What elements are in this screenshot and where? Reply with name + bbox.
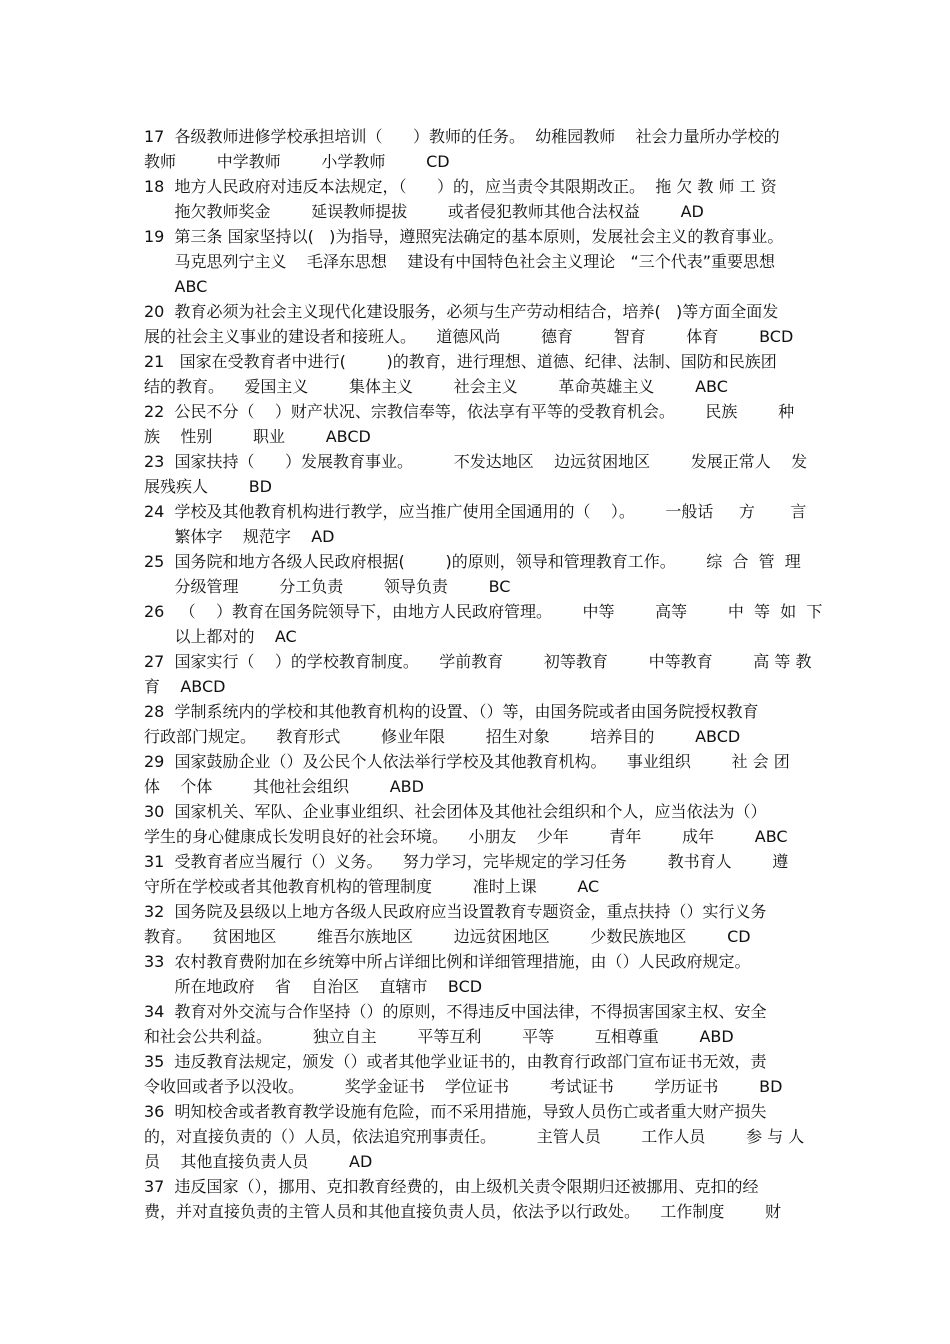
text-line: 35 违反教育法规定，颁发（）或者其他学业证书的，由教育行政部门宣布证书无效，责 [144, 1052, 767, 1071]
text-line: 分级管理 分工负责 领导负责 BC [144, 577, 511, 596]
text-line: ABC [144, 277, 208, 296]
text-line: 24 学校及其他教育机构进行教学，应当推广使用全国通用的（ ）。 一般话 方 言 [144, 502, 807, 521]
text-line: 展残疾人 BD [144, 477, 272, 496]
text-line: 教师 中学教师 小学教师 CD [144, 152, 450, 171]
question-list [144, 124, 823, 1249]
text-line: 和社会公共利益。 独立自主 平等互利 平等 互相尊重 ABD [144, 1027, 734, 1046]
text-line: 29 国家鼓励企业（）及公民个人依法举行学校及其他教育机构。 事业组织 社 会 团 [144, 752, 790, 771]
text-line: 31 受教育者应当履行（）义务。 努力学习，完毕规定的学习任务 教书育人 遵 [144, 852, 789, 871]
text-line: 以上都对的 AC [144, 627, 297, 646]
text-line: 23 国家扶持（ ）发展教育事业。 不发达地区 边远贫困地区 发展正常人 发 [144, 452, 808, 471]
text-line: 繁体字 规范字 AD [144, 527, 335, 546]
text-line [144, 1224, 814, 1249]
text-line: 展的社会主义事业的建设者和接班人。 道德风尚 德育 智育 体育 BCD [144, 327, 794, 346]
text-line: 32 国务院及县级以上地方各级人民政府应当设置教育专题资金，重点扶持（）实行义务 [144, 902, 767, 921]
text-line: 25 国务院和地方各级人民政府根据( )的原则，领导和管理教育工作。 综 合 管 理 [144, 552, 801, 571]
text-line: 学生的身心健康成长发明良好的社会环境。 小朋友 少年 青年 成年 ABC [144, 827, 788, 846]
text-line: 守所在学校或者其他教育机构的管理制度 准时上课 AC [144, 877, 600, 896]
text-line: 33 农村教育费附加在乡统筹中所占详细比例和详细管理措施，由（）人民政府规定。 [144, 952, 751, 971]
text-line: 令收回或者予以没收。 奖学金证书 学位证书 考试证书 学历证书 BD [144, 1077, 783, 1096]
text-line: 36 明知校舍或者教育教学设施有危险，而不采用措施，导致人员伤亡或者重大财产损失 [144, 1102, 767, 1121]
text-line: 17 各级教师进修学校承担培训（ ）教师的任务。 幼稚园教师 社会力量所办学校的 [144, 127, 780, 146]
text-line: 22 公民不分（ ）财产状况、宗教信奉等，依法享有平等的受教育机会。 民族 种 [144, 402, 795, 421]
text-line: 教育。 贫困地区 维吾尔族地区 边远贫困地区 少数民族地区 CD [144, 927, 751, 946]
text-line: 19 第三条 国家坚持以( )为指导，遵照宪法确定的基本原则，发展社会主义的教育事业。 [144, 227, 784, 246]
text-line: 育 ABCD [144, 677, 226, 696]
text-line: 20 教育必须为社会主义现代化建设服务，必须与生产劳动相结合，培养( )等方面全面发 [144, 302, 779, 321]
text-line: 马克思列宁主义 毛泽东思想 建设有中国特色社会主义理论 “三个代表”重要思想 [144, 252, 776, 271]
text-line: 结的教育。 爱国主义 集体主义 社会主义 革命英雄主义 ABC [144, 377, 728, 396]
text-line: 的，对直接负责的（）人员，依法追究刑事责任。 主管人员 工作人员 参 与 人 [144, 1127, 805, 1146]
text-line: 27 国家实行（ ）的学校教育制度。 学前教育 初等教育 中等教育 高 等 教 [144, 652, 812, 671]
text-line: 所在地政府 省 自治区 直辖市 BCD [144, 977, 483, 996]
text-line: 行政部门规定。 教育形式 修业年限 招生对象 培养目的 ABCD [144, 727, 741, 746]
text-line: 族 性别 职业 ABCD [144, 427, 371, 446]
text-line: 28 学制系统内的学校和其他教育机构的设置、（）等，由国务院或者由国务院授权教育 [144, 702, 759, 721]
text-line: 体 个体 其他社会组织 ABD [144, 777, 424, 796]
text-line: 费，并对直接负责的主管人员和其他直接负责人员，依法予以行政处。 工作制度 财 [144, 1202, 782, 1221]
text-line: 37 违反国家（），挪用、克扣教育经费的，由上级机关责令限期归还被挪用、克扣的经 [144, 1177, 759, 1196]
text-line: 30 国家机关、军队、企业事业组织、社会团体及其他社会组织和个人，应当依法为（） [144, 802, 767, 821]
text-line: 拖欠教师奖金 延误教师提拔 或者侵犯教师其他合法权益 AD [144, 202, 704, 221]
text-line: 21 国家在受教育者中进行( )的教育，进行理想、道德、纪律、法制、国防和民族团 [144, 352, 777, 371]
text-line: 员 其他直接负责人员 AD [144, 1152, 373, 1171]
text-line: 18 地方人民政府对违反本法规定，（ ）的，应当责令其限期改正。 拖 欠 教 师 工 资 [144, 177, 777, 196]
text-line: 26 （ ）教育在国务院领导下，由地方人民政府管理。 中等 高等 中 等 如 下 [144, 602, 823, 621]
text-line: 34 教育对外交流与合作坚持（）的原则，不得违反中国法律，不得损害国家主权、安全 [144, 1002, 767, 1021]
